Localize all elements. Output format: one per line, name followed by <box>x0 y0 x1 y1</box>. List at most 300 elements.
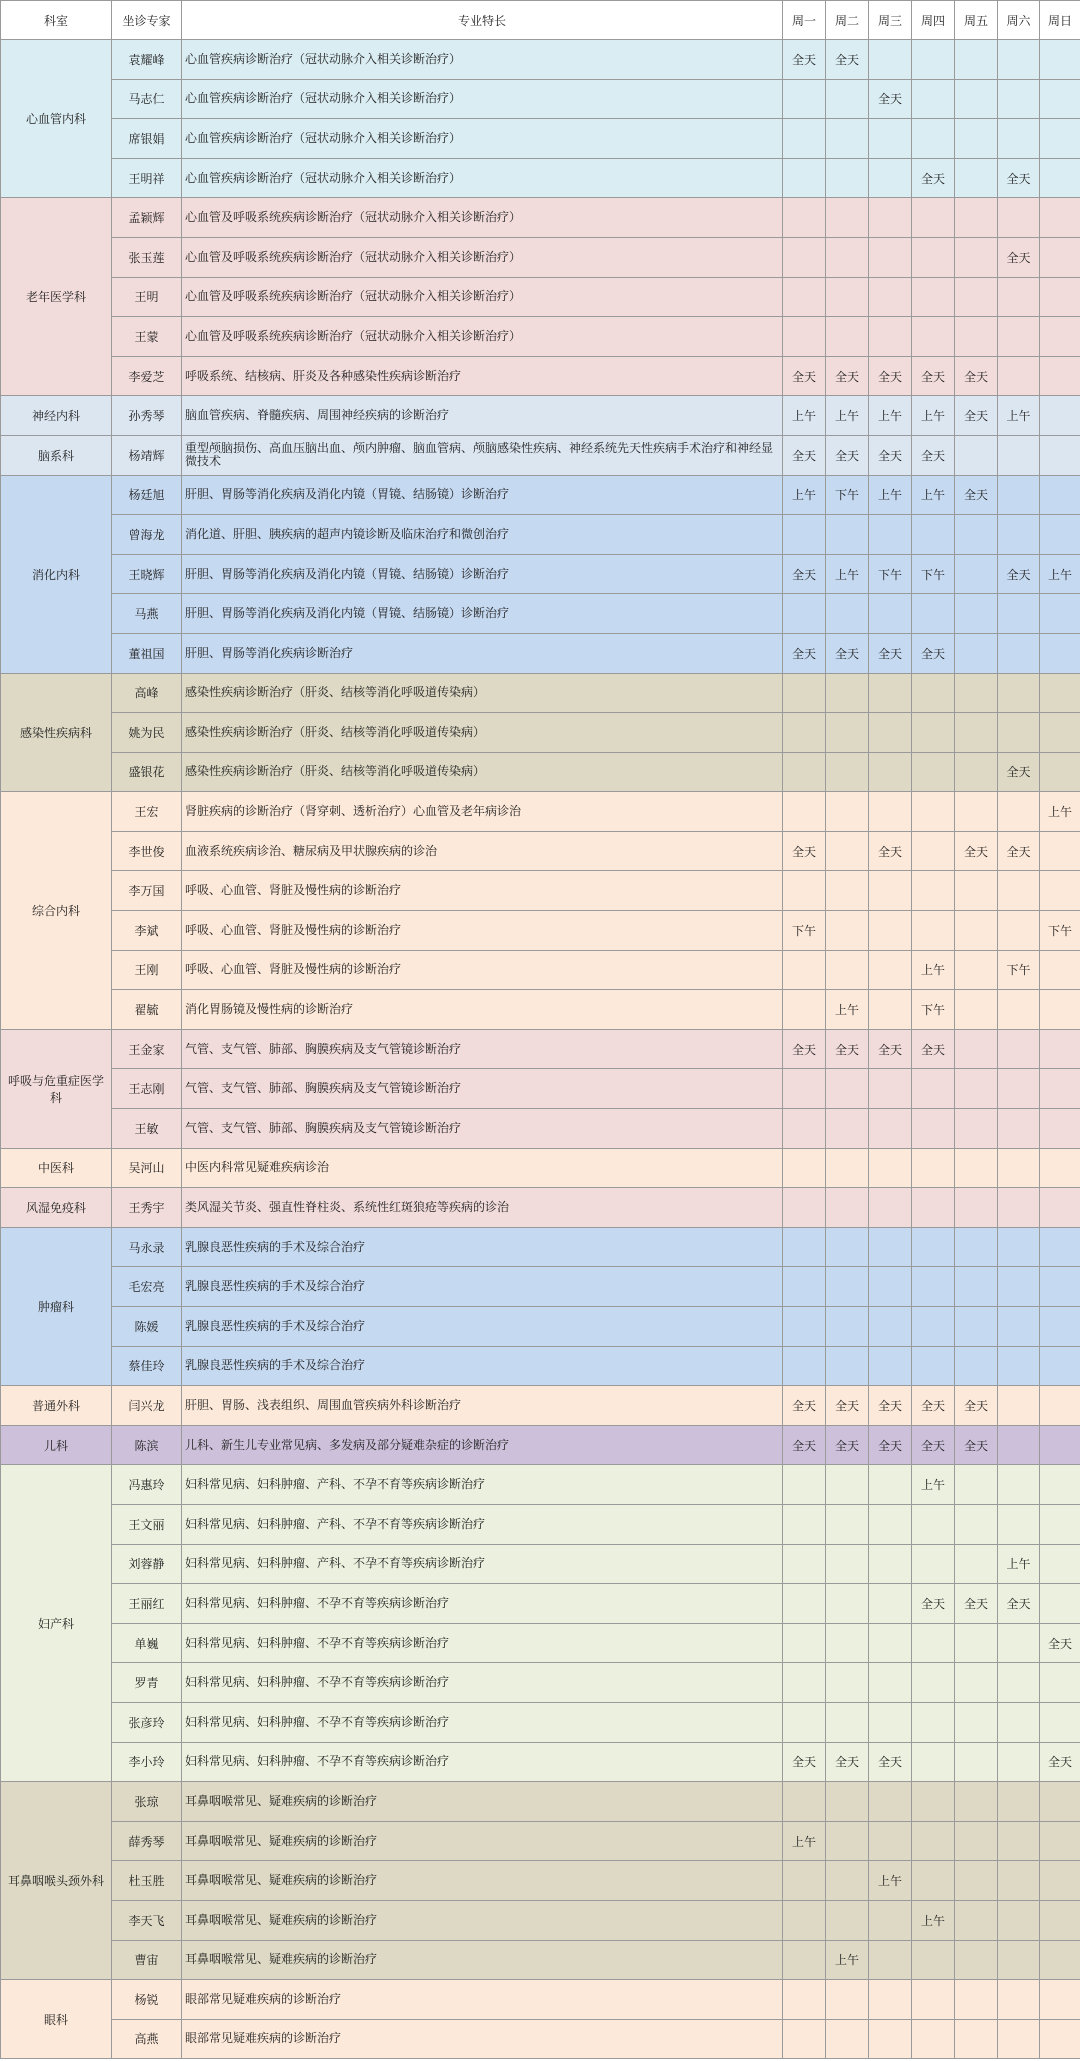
schedule-cell <box>826 673 869 713</box>
schedule-cell <box>912 1307 955 1347</box>
header-row <box>1 1 1080 40</box>
table-row <box>1 831 1080 871</box>
schedule-cell: 上午 <box>1040 554 1080 594</box>
doctor-name: 孙秀琴 <box>112 396 182 436</box>
schedule-cell <box>1040 435 1080 475</box>
schedule-cell <box>869 158 912 198</box>
specialty-text: 重型颅脑损伤、高血压脑出血、颅内肿瘤、脑血管病、颅脑感染性疾病、神经系统先天性疾病手术治疗和神经显微技术 <box>182 435 783 475</box>
header-expert: 坐诊专家 <box>112 1 182 40</box>
specialty-text: 妇科常见病、妇科肿瘤、不孕不育等疾病诊断治疗 <box>182 1584 783 1624</box>
schedule-cell: 上午 <box>783 396 826 436</box>
doctor-name: 杜玉胜 <box>112 1861 182 1901</box>
doctor-name: 席银娟 <box>112 119 182 159</box>
specialty-text: 呼吸、心血管、肾脏及慢性病的诊断治疗 <box>182 950 783 990</box>
department-cell: 心血管内科 <box>1 40 112 198</box>
doctor-name: 李天飞 <box>112 1900 182 1940</box>
schedule-cell: 全天 <box>955 831 998 871</box>
schedule-cell <box>1040 317 1080 357</box>
table-row <box>1 911 1080 951</box>
schedule-cell: 下午 <box>783 911 826 951</box>
schedule-cell <box>998 2019 1040 2059</box>
schedule-cell: 下午 <box>998 950 1040 990</box>
schedule-cell <box>869 1227 912 1267</box>
specialty-text: 心血管及呼吸系统疾病诊断治疗（冠状动脉介入相关诊断治疗） <box>182 198 783 238</box>
schedule-cell: 全天 <box>912 1029 955 1069</box>
doctor-name: 张彦玲 <box>112 1702 182 1742</box>
schedule-cell <box>869 1267 912 1307</box>
schedule-cell: 上午 <box>783 1821 826 1861</box>
schedule-cell <box>826 1980 869 2020</box>
schedule-cell: 下午 <box>912 554 955 594</box>
schedule-cell <box>869 1346 912 1386</box>
schedule-cell <box>826 831 869 871</box>
table-row <box>1 1109 1080 1149</box>
doctor-name: 陈媛 <box>112 1307 182 1347</box>
table-row <box>1 1148 1080 1188</box>
schedule-cell <box>955 1267 998 1307</box>
doctor-name: 吴河山 <box>112 1148 182 1188</box>
schedule-cell <box>998 317 1040 357</box>
table-row <box>1 40 1080 80</box>
schedule-cell <box>998 1465 1040 1505</box>
specialty-text: 耳鼻咽喉常见、疑难疾病的诊断治疗 <box>182 1900 783 1940</box>
specialty-text: 耳鼻咽喉常见、疑难疾病的诊断治疗 <box>182 1940 783 1980</box>
table-row <box>1 1782 1080 1822</box>
schedule-cell <box>955 2019 998 2059</box>
schedule-cell <box>783 950 826 990</box>
schedule-cell <box>955 911 998 951</box>
schedule-cell <box>955 1307 998 1347</box>
doctor-name: 杨锐 <box>112 1980 182 2020</box>
header-thursday: 周四 <box>912 1 955 40</box>
schedule-cell <box>826 1544 869 1584</box>
schedule-cell <box>1040 1148 1080 1188</box>
header-friday: 周五 <box>955 1 998 40</box>
specialty-text: 气管、支气管、肺部、胸膜疾病及支气管镜诊断治疗 <box>182 1109 783 1149</box>
schedule-cell: 全天 <box>783 831 826 871</box>
doctor-name: 高峰 <box>112 673 182 713</box>
table-row <box>1 1188 1080 1228</box>
specialty-text: 耳鼻咽喉常见、疑难疾病的诊断治疗 <box>182 1821 783 1861</box>
department-cell: 神经内科 <box>1 396 112 436</box>
schedule-cell <box>783 1940 826 1980</box>
schedule-cell <box>826 1109 869 1149</box>
schedule-cell <box>1040 1267 1080 1307</box>
schedule-cell <box>1040 356 1080 396</box>
schedule-cell: 下午 <box>826 475 869 515</box>
schedule-cell <box>826 1623 869 1663</box>
table-row <box>1 1544 1080 1584</box>
specialty-text: 呼吸、心血管、肾脏及慢性病的诊断治疗 <box>182 911 783 951</box>
schedule-cell <box>955 1861 998 1901</box>
schedule-cell: 全天 <box>869 1425 912 1465</box>
schedule-cell <box>1040 713 1080 753</box>
schedule-cell <box>998 1148 1040 1188</box>
specialty-text: 感染性疾病诊断治疗（肝炎、结核等消化呼吸道传染病） <box>182 713 783 753</box>
table-row <box>1 1029 1080 1069</box>
schedule-cell <box>783 1584 826 1624</box>
doctor-name: 翟毓 <box>112 990 182 1030</box>
schedule-cell <box>998 1940 1040 1980</box>
schedule-cell <box>1040 633 1080 673</box>
schedule-cell <box>869 317 912 357</box>
schedule-cell <box>826 752 869 792</box>
schedule-cell <box>783 1504 826 1544</box>
schedule-cell: 全天 <box>912 435 955 475</box>
schedule-cell <box>783 1307 826 1347</box>
specialty-text: 肾脏疾病的诊断治疗（肾穿刺、透析治疗）心血管及老年病诊治 <box>182 792 783 832</box>
schedule-cell <box>998 1307 1040 1347</box>
schedule-cell: 全天 <box>912 1584 955 1624</box>
schedule-cell <box>998 1188 1040 1228</box>
schedule-cell <box>1040 950 1080 990</box>
schedule-cell: 全天 <box>869 1386 912 1426</box>
schedule-cell <box>912 1227 955 1267</box>
table-row <box>1 1504 1080 1544</box>
schedule-cell <box>826 1465 869 1505</box>
schedule-body <box>1 40 1080 2059</box>
schedule-cell <box>869 277 912 317</box>
schedule-cell <box>869 911 912 951</box>
schedule-cell: 全天 <box>826 1425 869 1465</box>
schedule-cell <box>1040 1504 1080 1544</box>
doctor-name: 张玉莲 <box>112 237 182 277</box>
specialty-text: 感染性疾病诊断治疗（肝炎、结核等消化呼吸道传染病） <box>182 752 783 792</box>
schedule-cell <box>955 1821 998 1861</box>
schedule-cell: 全天 <box>783 633 826 673</box>
schedule-cell <box>1040 673 1080 713</box>
table-row <box>1 119 1080 159</box>
schedule-cell <box>955 119 998 159</box>
schedule-cell <box>1040 1227 1080 1267</box>
schedule-cell <box>826 792 869 832</box>
schedule-cell <box>1040 1702 1080 1742</box>
schedule-cell <box>826 1346 869 1386</box>
schedule-cell <box>912 317 955 357</box>
schedule-cell <box>955 515 998 555</box>
schedule-cell <box>912 1821 955 1861</box>
schedule-cell: 上午 <box>783 475 826 515</box>
schedule-cell <box>1040 1940 1080 1980</box>
schedule-cell <box>826 1821 869 1861</box>
schedule-cell: 全天 <box>912 1386 955 1426</box>
schedule-cell: 全天 <box>998 237 1040 277</box>
schedule-cell: 上午 <box>912 475 955 515</box>
specialty-text: 乳腺良恶性疾病的手术及综合治疗 <box>182 1307 783 1347</box>
schedule-cell <box>826 1307 869 1347</box>
specialty-text: 呼吸、心血管、肾脏及慢性病的诊断治疗 <box>182 871 783 911</box>
schedule-cell <box>783 1980 826 2020</box>
schedule-cell <box>955 792 998 832</box>
doctor-name: 陈滨 <box>112 1425 182 1465</box>
specialty-text: 妇科常见病、妇科肿瘤、产科、不孕不育等疾病诊断治疗 <box>182 1504 783 1544</box>
schedule-cell <box>1040 1663 1080 1703</box>
specialty-text: 心血管疾病诊断治疗（冠状动脉介入相关诊断治疗） <box>182 158 783 198</box>
schedule-cell: 全天 <box>912 356 955 396</box>
doctor-name: 王文丽 <box>112 1504 182 1544</box>
schedule-cell <box>1040 79 1080 119</box>
table-row <box>1 1861 1080 1901</box>
schedule-cell <box>869 1782 912 1822</box>
schedule-cell <box>998 990 1040 1030</box>
table-row <box>1 1346 1080 1386</box>
specialty-text: 眼部常见疑难疾病的诊断治疗 <box>182 1980 783 2020</box>
schedule-cell: 全天 <box>955 1425 998 1465</box>
schedule-cell <box>869 752 912 792</box>
schedule-cell: 上午 <box>998 1544 1040 1584</box>
schedule-cell <box>912 1623 955 1663</box>
doctor-name: 王蒙 <box>112 317 182 357</box>
schedule-cell <box>783 119 826 159</box>
schedule-cell <box>998 1821 1040 1861</box>
schedule-cell <box>1040 158 1080 198</box>
schedule-cell <box>783 1900 826 1940</box>
header-tuesday: 周二 <box>826 1 869 40</box>
schedule-cell <box>998 1346 1040 1386</box>
schedule-cell: 全天 <box>869 1029 912 1069</box>
schedule-cell <box>912 673 955 713</box>
schedule-cell <box>1040 1465 1080 1505</box>
schedule-cell <box>912 1663 955 1703</box>
table-row <box>1 1425 1080 1465</box>
schedule-cell <box>998 673 1040 713</box>
schedule-cell <box>826 317 869 357</box>
schedule-cell: 全天 <box>869 356 912 396</box>
schedule-cell: 全天 <box>826 1742 869 1782</box>
schedule-cell <box>1040 1782 1080 1822</box>
schedule-cell <box>826 911 869 951</box>
specialty-text: 脑血管疾病、脊髓疾病、周围神经疾病的诊断治疗 <box>182 396 783 436</box>
doctor-name: 王晓辉 <box>112 554 182 594</box>
schedule-cell <box>869 198 912 238</box>
department-cell: 消化内科 <box>1 475 112 673</box>
schedule-cell <box>1040 1188 1080 1228</box>
table-row <box>1 752 1080 792</box>
schedule-cell <box>869 1544 912 1584</box>
specialty-text: 妇科常见病、妇科肿瘤、不孕不育等疾病诊断治疗 <box>182 1702 783 1742</box>
specialty-text: 呼吸系统、结核病、肝炎及各种感染性疾病诊断治疗 <box>182 356 783 396</box>
schedule-cell <box>1040 198 1080 238</box>
schedule-cell <box>869 1069 912 1109</box>
schedule-cell <box>955 40 998 80</box>
schedule-cell <box>998 911 1040 951</box>
doctor-name: 毛宏亮 <box>112 1267 182 1307</box>
schedule-cell: 全天 <box>783 1029 826 1069</box>
table-row <box>1 1663 1080 1703</box>
schedule-cell: 全天 <box>826 1029 869 1069</box>
specialty-text: 妇科常见病、妇科肿瘤、产科、不孕不育等疾病诊断治疗 <box>182 1544 783 1584</box>
schedule-cell <box>869 237 912 277</box>
schedule-cell <box>998 1782 1040 1822</box>
schedule-cell <box>955 1227 998 1267</box>
table-row <box>1 594 1080 634</box>
schedule-cell: 全天 <box>826 356 869 396</box>
specialty-text: 消化道、肝胆、胰疾病的超声内镜诊断及临床治疗和微创治疗 <box>182 515 783 555</box>
schedule-cell <box>869 871 912 911</box>
schedule-cell <box>998 277 1040 317</box>
schedule-cell <box>912 831 955 871</box>
schedule-cell <box>869 1148 912 1188</box>
table-row <box>1 277 1080 317</box>
specialty-text: 肝胆、胃肠等消化疾病及消化内镜（胃镜、结肠镜）诊断治疗 <box>182 554 783 594</box>
schedule-cell <box>955 594 998 634</box>
schedule-cell <box>912 1702 955 1742</box>
schedule-cell <box>998 356 1040 396</box>
schedule-cell <box>955 871 998 911</box>
schedule-cell <box>955 950 998 990</box>
schedule-cell <box>955 1029 998 1069</box>
schedule-cell <box>783 1663 826 1703</box>
schedule-cell <box>783 990 826 1030</box>
schedule-cell <box>912 1109 955 1149</box>
specialty-text: 乳腺良恶性疾病的手术及综合治疗 <box>182 1346 783 1386</box>
table-row <box>1 792 1080 832</box>
department-cell: 感染性疾病科 <box>1 673 112 792</box>
schedule-cell <box>826 119 869 159</box>
department-cell: 风湿免疫科 <box>1 1188 112 1228</box>
schedule-cell <box>826 277 869 317</box>
schedule-cell: 全天 <box>912 158 955 198</box>
table-row <box>1 356 1080 396</box>
department-cell: 肿瘤科 <box>1 1227 112 1385</box>
schedule-cell: 全天 <box>955 356 998 396</box>
specialty-text: 消化胃肠镜及慢性病的诊断治疗 <box>182 990 783 1030</box>
schedule-cell: 全天 <box>912 1425 955 1465</box>
schedule-cell <box>1040 594 1080 634</box>
schedule-cell <box>912 79 955 119</box>
schedule-cell: 下午 <box>869 554 912 594</box>
schedule-cell: 下午 <box>912 990 955 1030</box>
department-cell: 呼吸与危重症医学科 <box>1 1029 112 1148</box>
doctor-name: 王志刚 <box>112 1069 182 1109</box>
schedule-cell <box>1040 871 1080 911</box>
schedule-cell <box>955 990 998 1030</box>
specialty-text: 中医内科常见疑难疾病诊治 <box>182 1148 783 1188</box>
schedule-cell <box>1040 475 1080 515</box>
schedule-cell <box>955 713 998 753</box>
schedule-cell <box>912 1544 955 1584</box>
doctor-name: 曹宙 <box>112 1940 182 1980</box>
schedule-cell <box>955 1980 998 2020</box>
doctor-name: 张琼 <box>112 1782 182 1822</box>
schedule-cell <box>912 713 955 753</box>
schedule-cell: 全天 <box>783 40 826 80</box>
table-row <box>1 950 1080 990</box>
schedule-cell <box>998 1386 1040 1426</box>
schedule-cell: 上午 <box>912 396 955 436</box>
schedule-cell <box>869 1900 912 1940</box>
schedule-cell <box>955 158 998 198</box>
schedule-cell <box>869 515 912 555</box>
doctor-name: 曾海龙 <box>112 515 182 555</box>
doctor-name: 袁耀峰 <box>112 40 182 80</box>
specialty-text: 肝胆、胃肠等消化疾病诊断治疗 <box>182 633 783 673</box>
table-row <box>1 713 1080 753</box>
schedule-cell <box>869 673 912 713</box>
doctor-name: 李万国 <box>112 871 182 911</box>
schedule-cell <box>869 594 912 634</box>
specialty-text: 妇科常见病、妇科肿瘤、不孕不育等疾病诊断治疗 <box>182 1663 783 1703</box>
schedule-cell <box>998 1425 1040 1465</box>
schedule-cell <box>955 1465 998 1505</box>
doctor-name: 董祖国 <box>112 633 182 673</box>
schedule-cell <box>826 1504 869 1544</box>
specialty-text: 心血管及呼吸系统疾病诊断治疗（冠状动脉介入相关诊断治疗） <box>182 237 783 277</box>
doctor-name: 李世俊 <box>112 831 182 871</box>
doctor-name: 孟颖辉 <box>112 198 182 238</box>
schedule-cell <box>1040 990 1080 1030</box>
schedule-cell <box>826 713 869 753</box>
doctor-name: 盛银花 <box>112 752 182 792</box>
table-row <box>1 1980 1080 2020</box>
schedule-cell: 全天 <box>869 79 912 119</box>
schedule-cell <box>998 792 1040 832</box>
table-row <box>1 317 1080 357</box>
schedule-cell <box>826 1188 869 1228</box>
schedule-cell <box>912 1148 955 1188</box>
doctor-name: 蔡佳玲 <box>112 1346 182 1386</box>
schedule-cell <box>826 79 869 119</box>
schedule-cell: 全天 <box>783 356 826 396</box>
schedule-cell <box>912 119 955 159</box>
table-row <box>1 1821 1080 1861</box>
department-cell: 综合内科 <box>1 792 112 1030</box>
schedule-cell <box>783 158 826 198</box>
table-row <box>1 198 1080 238</box>
schedule-cell <box>955 1742 998 1782</box>
specialty-text: 乳腺良恶性疾病的手术及综合治疗 <box>182 1267 783 1307</box>
schedule-cell <box>826 1900 869 1940</box>
schedule-cell <box>955 1782 998 1822</box>
schedule-cell <box>912 1267 955 1307</box>
schedule-cell: 全天 <box>955 1386 998 1426</box>
schedule-cell: 全天 <box>826 1386 869 1426</box>
specialty-text: 类风湿关节炎、强直性脊柱炎、系统性红斑狼疮等疾病的诊治 <box>182 1188 783 1228</box>
table-row <box>1 475 1080 515</box>
specialty-text: 感染性疾病诊断治疗（肝炎、结核等消化呼吸道传染病） <box>182 673 783 713</box>
schedule-cell <box>912 752 955 792</box>
schedule-cell <box>783 752 826 792</box>
schedule-cell <box>869 990 912 1030</box>
schedule-cell: 全天 <box>783 1386 826 1426</box>
schedule-cell <box>998 871 1040 911</box>
schedule-cell <box>869 40 912 80</box>
table-row <box>1 673 1080 713</box>
schedule-cell <box>912 871 955 911</box>
schedule-cell <box>1040 1900 1080 1940</box>
schedule-cell <box>998 198 1040 238</box>
schedule-cell <box>955 79 998 119</box>
schedule-cell <box>783 198 826 238</box>
schedule-cell <box>826 515 869 555</box>
schedule-cell <box>826 1584 869 1624</box>
table-row <box>1 1465 1080 1505</box>
schedule-cell <box>783 1782 826 1822</box>
schedule-cell <box>1040 1307 1080 1347</box>
specialty-text: 肝胆、胃肠等消化疾病及消化内镜（胃镜、结肠镜）诊断治疗 <box>182 475 783 515</box>
schedule-cell <box>783 1861 826 1901</box>
table-row <box>1 990 1080 1030</box>
schedule-cell <box>826 1227 869 1267</box>
schedule-cell: 上午 <box>869 475 912 515</box>
doctor-name: 马永录 <box>112 1227 182 1267</box>
schedule-cell <box>783 673 826 713</box>
doctor-name: 马燕 <box>112 594 182 634</box>
schedule-cell <box>912 1346 955 1386</box>
schedule-cell: 上午 <box>826 554 869 594</box>
schedule-cell <box>783 871 826 911</box>
department-cell: 儿科 <box>1 1425 112 1465</box>
